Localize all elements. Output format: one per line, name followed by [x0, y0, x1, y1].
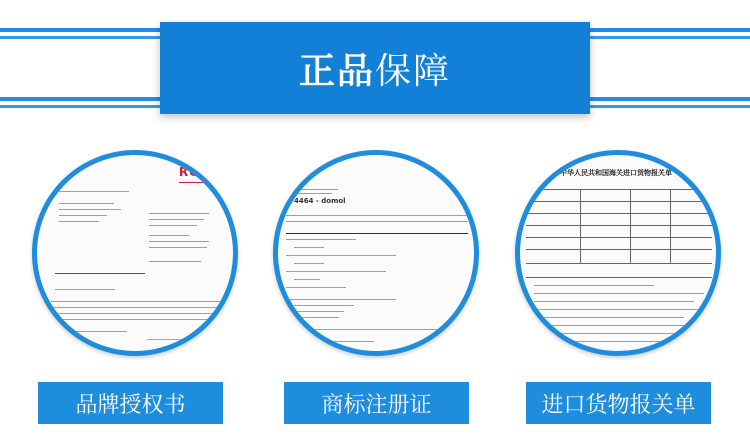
title-bold: 正品 [298, 50, 375, 92]
trademark-certificate-document [278, 155, 474, 351]
page-title [299, 43, 451, 94]
label-brand-authorization: 品牌授权书 [38, 382, 223, 424]
label-import-customs-declaration: 进口货物报关单 [526, 382, 711, 424]
customs-declaration-document [520, 155, 716, 351]
label-trademark-registration: 商标注册证 [284, 382, 469, 424]
customs-form-title: 中华人民共和国海关进口货物报关单 [560, 169, 672, 177]
authorization-letter-thumbnail [32, 150, 238, 356]
trademark-number: 4464 - domol [294, 197, 346, 205]
trademark-certificate-thumbnail [273, 150, 479, 356]
customs-declaration-thumbnail [515, 150, 721, 356]
authorization-letter-document [37, 155, 233, 351]
title-regular: 保障 [375, 50, 452, 92]
title-banner [160, 22, 590, 114]
rossmann-logo: ROSS [178, 165, 219, 179]
